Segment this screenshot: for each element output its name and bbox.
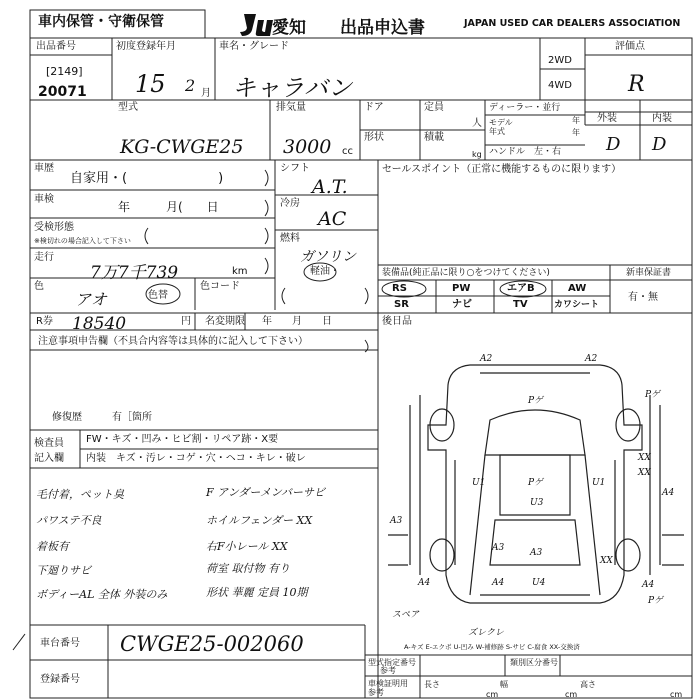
mark-a4-1: A4 (662, 488, 675, 498)
mark-xx-2: XX (638, 468, 651, 478)
cc-unit: cc (342, 146, 353, 157)
handle-label: ハンドル 左・右 (489, 147, 562, 157)
equip-aw: AW (568, 283, 587, 294)
storage-title: 車内保管・守衛保管 (38, 14, 164, 30)
person-unit: 人 (472, 118, 482, 129)
mark-pg-4: Pゲ (648, 596, 664, 606)
exterior-value: D (606, 134, 621, 155)
type-spec-ref: 参考 (380, 666, 396, 675)
year-unit: 年 (572, 116, 580, 125)
warranty-label: 新車保証書 (626, 268, 672, 278)
yen-unit: 円 (181, 316, 191, 327)
load-label: 積載 (424, 132, 444, 143)
door-label: ドア (364, 102, 384, 113)
mark-xx-1: XX (638, 453, 651, 463)
mark-a4-3: A4 (642, 580, 655, 590)
mark-pg-2: Pゲ (645, 390, 661, 400)
mark-a3-1: A3 (390, 516, 403, 526)
ac-label: 冷房 (280, 198, 300, 209)
sales-point-label: セールスポイント（正常に機能するものに限ります） (382, 164, 622, 175)
displacement-value: 3000 (283, 136, 332, 158)
logo-place: 愛知 (272, 18, 306, 38)
hand-note-left-2: パワステ不良 (36, 514, 102, 527)
equip-sr: SR (394, 299, 409, 310)
mileage-label: 走行 (34, 252, 54, 263)
equip-tv: TV (513, 299, 528, 310)
drive-4wd: 4WD (548, 80, 572, 91)
inspection-type-sub: ※検切れの場合記入して下さい (34, 237, 131, 245)
height-cm: cm (670, 690, 683, 699)
model-year-label: モデル 年式 (489, 118, 513, 136)
model-label: 型式 (118, 102, 138, 113)
chassis-value: CWGE25-002060 (120, 632, 304, 656)
fuel-value: ガソリン (300, 249, 356, 265)
repair-value: 有［箇所 (112, 412, 152, 423)
equipment-label: 装備品(純正品に限り○をつけてください) (382, 268, 550, 278)
repair-label: 修復歴 (52, 412, 82, 423)
equip-rs: RS (392, 283, 407, 294)
mileage-unit: km (232, 266, 248, 277)
mark-u4: U4 (532, 578, 546, 588)
equip-navi: ナビ (452, 299, 472, 310)
fuel-circle (302, 262, 338, 282)
color-change-circle (144, 282, 182, 306)
mark-pg-1: Pゲ (528, 396, 544, 406)
rs-circle (380, 280, 428, 298)
inspection-value: 年 月( 日 (118, 200, 219, 214)
mark-pg-3: Pゲ (528, 478, 544, 488)
width-label: 幅 (500, 680, 508, 689)
interior-row: 内装 キズ・汚レ・コゲ・穴・ヘコ・キレ・破レ (86, 453, 306, 464)
fuel-label: 燃料 (280, 233, 300, 244)
name-change-label: 名変期限 (205, 316, 245, 327)
rear-seat-label: 後日品 (382, 316, 412, 327)
equip-leather-seat: カワシート (554, 300, 600, 310)
year-unit-2: 年 (572, 128, 580, 137)
inspection-type-label: 受検形態 (34, 222, 74, 233)
mark-a3-2: A3 (492, 543, 505, 553)
diagram-legend: A-キズ E-エクボ U-凹み W-補修跡 S-サビ C-腐食 XX-交換済 (404, 643, 580, 651)
size-label: 車検証明用 参考 (368, 679, 408, 697)
dealer-label: ディーラー・並行 (489, 103, 561, 113)
pen-icon (10, 632, 28, 652)
rating-label: 評価点 (615, 41, 645, 52)
kg-unit: kg (472, 150, 482, 159)
chassis-label: 車台番号 (40, 638, 80, 649)
drive-2wd: 2WD (548, 55, 572, 66)
equip-pw: PW (452, 283, 471, 294)
mark-u1-1: U1 (472, 478, 486, 488)
interior-label: 内装 (652, 113, 672, 124)
color-label: 色 (34, 281, 44, 292)
height-label: 高さ (580, 680, 596, 689)
hand-note-right-2: ホイルフェンダー XX (206, 514, 313, 527)
lot-small-number: [2149] (46, 65, 83, 78)
history-label: 車歴 (34, 163, 54, 174)
month-unit: 月 (201, 88, 211, 99)
model-value: KG-CWGE25 (120, 136, 244, 158)
notes-header: 注意事項申告欄（不具合内容等は具体的に記入して下さい） (38, 336, 308, 347)
inspector-label: 検査員 記入欄 (34, 438, 64, 464)
first-reg-year: 15 (135, 70, 166, 98)
width-cm: cm (565, 690, 578, 699)
mark-zure: ズレクレ (468, 628, 504, 635)
mark-spare: スペア (392, 610, 420, 620)
first-reg-month: 2 (185, 76, 196, 95)
mark-a2-right: A2 (585, 354, 598, 364)
recycle-label: R券 (36, 316, 53, 327)
recycle-value: 18540 (72, 314, 127, 334)
fw-row: FW・キズ・凹み・ヒビ割・リペア跡・X要 (86, 434, 279, 445)
warranty-value: 有・無 (628, 292, 658, 303)
car-name-value: キャラバン (232, 74, 352, 102)
lot-label: 出品番号 (36, 41, 76, 52)
lot-number: 20071 (38, 84, 87, 100)
mark-a3-3: A3 (530, 548, 543, 558)
hand-note-left-1: 毛付着，ペット臭 (36, 488, 124, 501)
fuel-options: 軽油・ (310, 266, 340, 277)
length-cm: cm (486, 690, 499, 699)
mark-xx-3: XX (600, 556, 613, 566)
plate-label: 登録番号 (40, 674, 80, 685)
ac-value: AC (318, 208, 347, 230)
shift-value: A.T. (312, 176, 348, 198)
hand-note-right-5: 形状 華麗 定員 10期 (206, 586, 308, 599)
car-diagram (380, 345, 692, 635)
name-change-value: 年 月 日 (262, 316, 332, 327)
hand-note-right-4: 荷室 取付物 有り (206, 562, 290, 575)
displacement-label: 排気量 (276, 102, 306, 113)
mark-a2-left: A2 (480, 354, 493, 364)
equip-airbag: エアB (507, 283, 535, 294)
mark-a4-4: A4 (492, 578, 505, 588)
shape-label: 形状 (364, 132, 384, 143)
class-label: 類別区分番号 (510, 658, 558, 667)
color-value: アオ (75, 290, 107, 309)
rating-value: R (628, 72, 645, 97)
form-title: 出品申込書 (340, 18, 425, 38)
type-spec-label: 型式指定番号 (368, 658, 416, 667)
history-value: 自家用・( ) (70, 171, 224, 186)
interior-value: D (652, 134, 667, 155)
color-change: 色替 (148, 290, 168, 301)
hand-note-left-5: ボディーAL 全体 外装のみ (36, 588, 168, 601)
mark-a4-2: A4 (418, 578, 431, 588)
association-name: JAPAN USED CAR DEALERS ASSOCIATION (464, 18, 681, 29)
color-code-label: 色コード (200, 281, 240, 292)
hand-note-left-3: 着板有 (36, 540, 69, 553)
first-reg-label: 初度登録年月 (116, 41, 176, 52)
hand-note-left-4: 下廻りサビ (36, 564, 91, 577)
airbag-circle (498, 280, 548, 298)
hand-note-right-3: 右F小レール XX (206, 540, 288, 553)
mark-u1-2: U1 (592, 478, 606, 488)
length-label: 長さ (424, 680, 440, 689)
mileage-value: 7万7千739 (90, 263, 179, 283)
hand-note-right-1: F アンダーメンバーサビ (206, 486, 325, 499)
car-name-label: 車名・グレード (219, 41, 289, 52)
inspection-label: 車検 (34, 194, 54, 205)
exterior-label: 外装 (597, 113, 617, 124)
mark-u3: U3 (530, 498, 544, 508)
shift-label: シフト (280, 163, 310, 174)
capacity-label: 定員 (424, 102, 444, 113)
